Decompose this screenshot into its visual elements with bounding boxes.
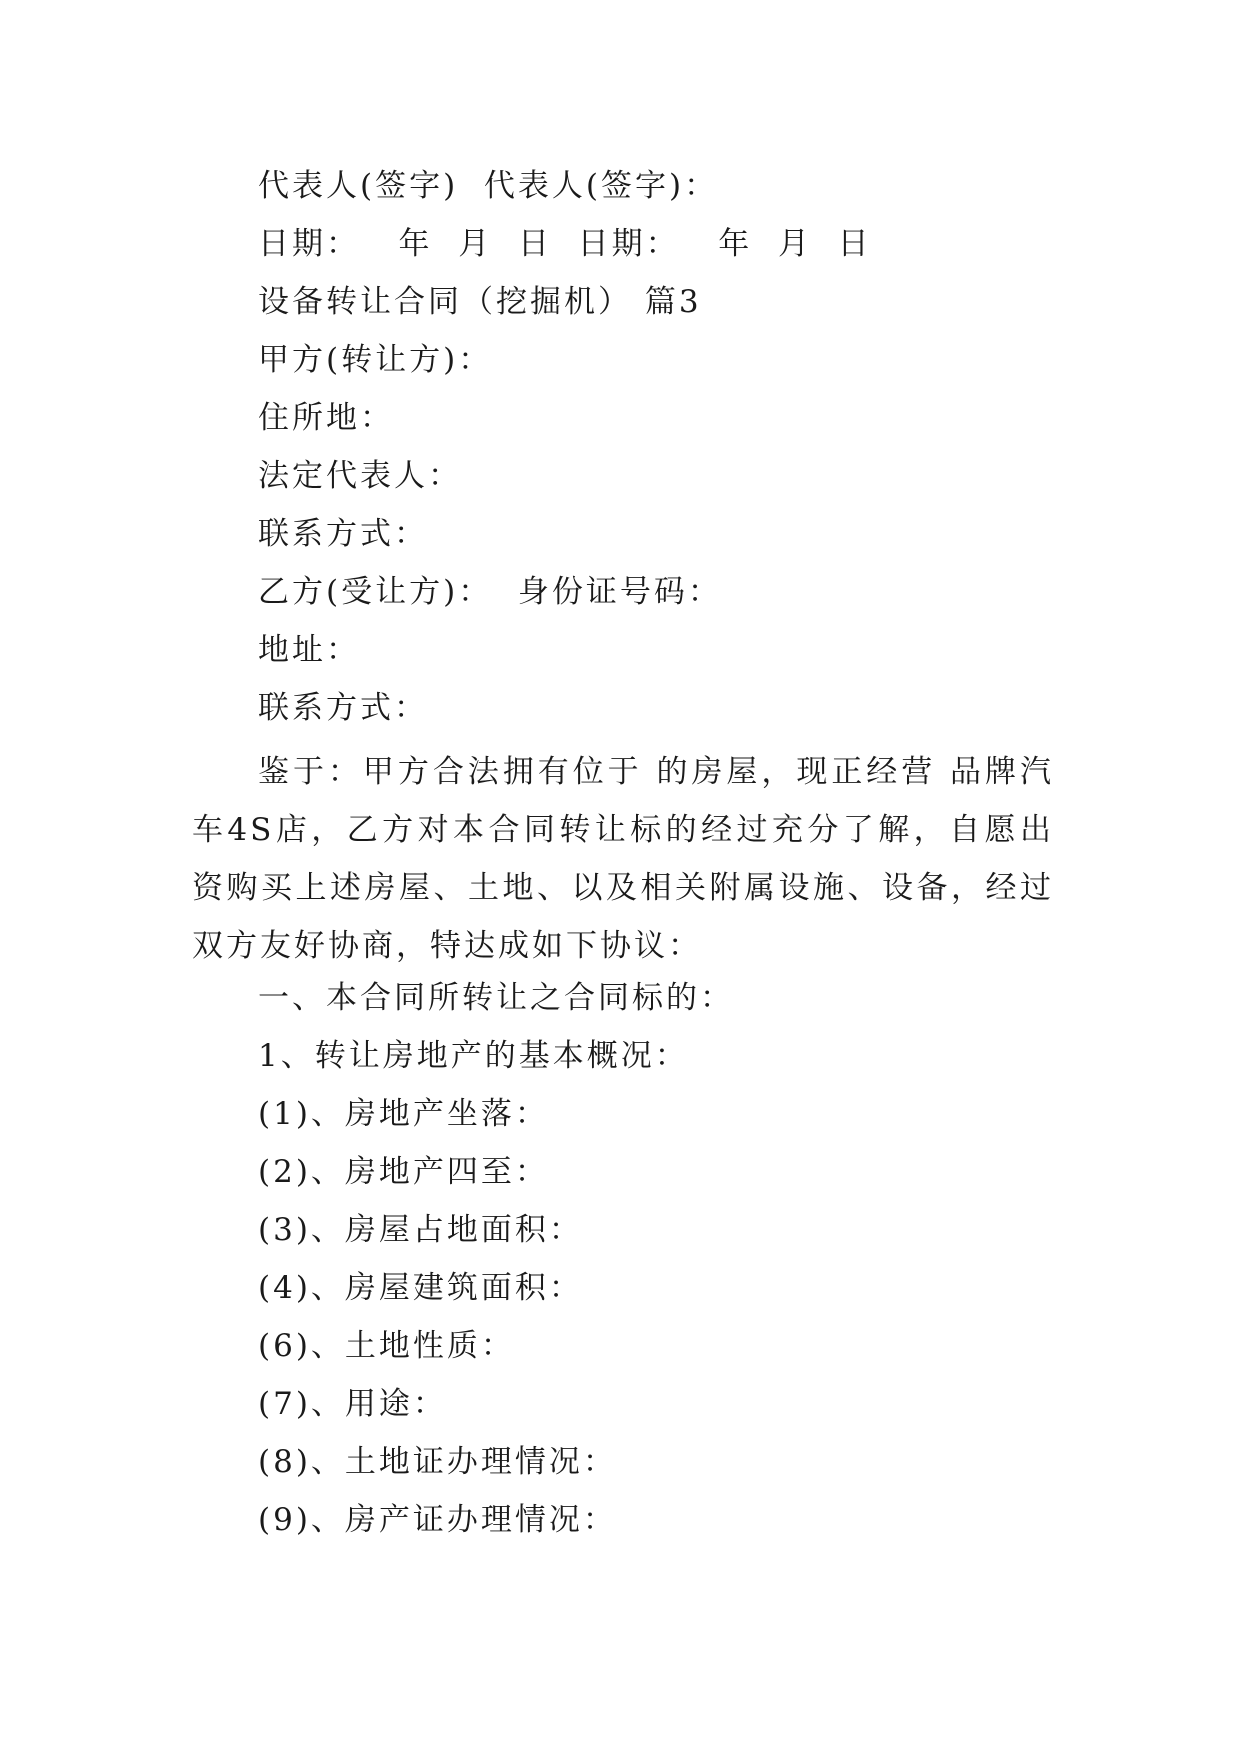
section-heading: 设备转让合同（挖掘机） 篇3 [258,284,702,320]
list-item: (1)、房地产坐落： [258,1096,549,1132]
party-a-label: 甲方(转让方)： [258,342,493,378]
party-b-contact-label: 联系方式： [258,690,428,726]
list-item: (2)、房地产四至： [258,1154,549,1190]
list-item: (9)、房产证办理情况： [258,1502,617,1538]
party-b-address-label: 地址： [258,632,360,668]
signature-line: 代表人(签字) 代表人(签字)： [258,168,719,204]
list-item: (3)、房屋占地面积： [258,1212,583,1248]
list-item: (8)、土地证办理情况： [258,1444,617,1480]
whereas-paragraph: 鉴于：甲方合法拥有位于 的房屋，现正经营 品牌汽车4S店，乙方对本合同转让标的经过充分了解，自愿出资购买上述房屋、土地、以及相关附属设施、设备，经过双方友好协商，特达成如下协议： [192,754,1054,964]
party-b-label: 乙方(受让方)： 身份证号码： [258,574,722,610]
party-a-contact-label: 联系方式： [258,516,428,552]
date-line: 日期： 年 月 日 日期： 年 月 日 [258,226,872,262]
list-item: (4)、房屋建筑面积： [258,1270,583,1306]
list-item: (6)、土地性质： [258,1328,515,1364]
party-a-representative-label: 法定代表人： [258,458,462,494]
subclause-heading: 1、转让房地产的基本概况： [258,1038,689,1074]
clause-heading: 一、本合同所转让之合同标的： [258,980,734,1016]
party-a-address-label: 住所地： [258,400,394,436]
list-item: (7)、用途： [258,1386,447,1422]
